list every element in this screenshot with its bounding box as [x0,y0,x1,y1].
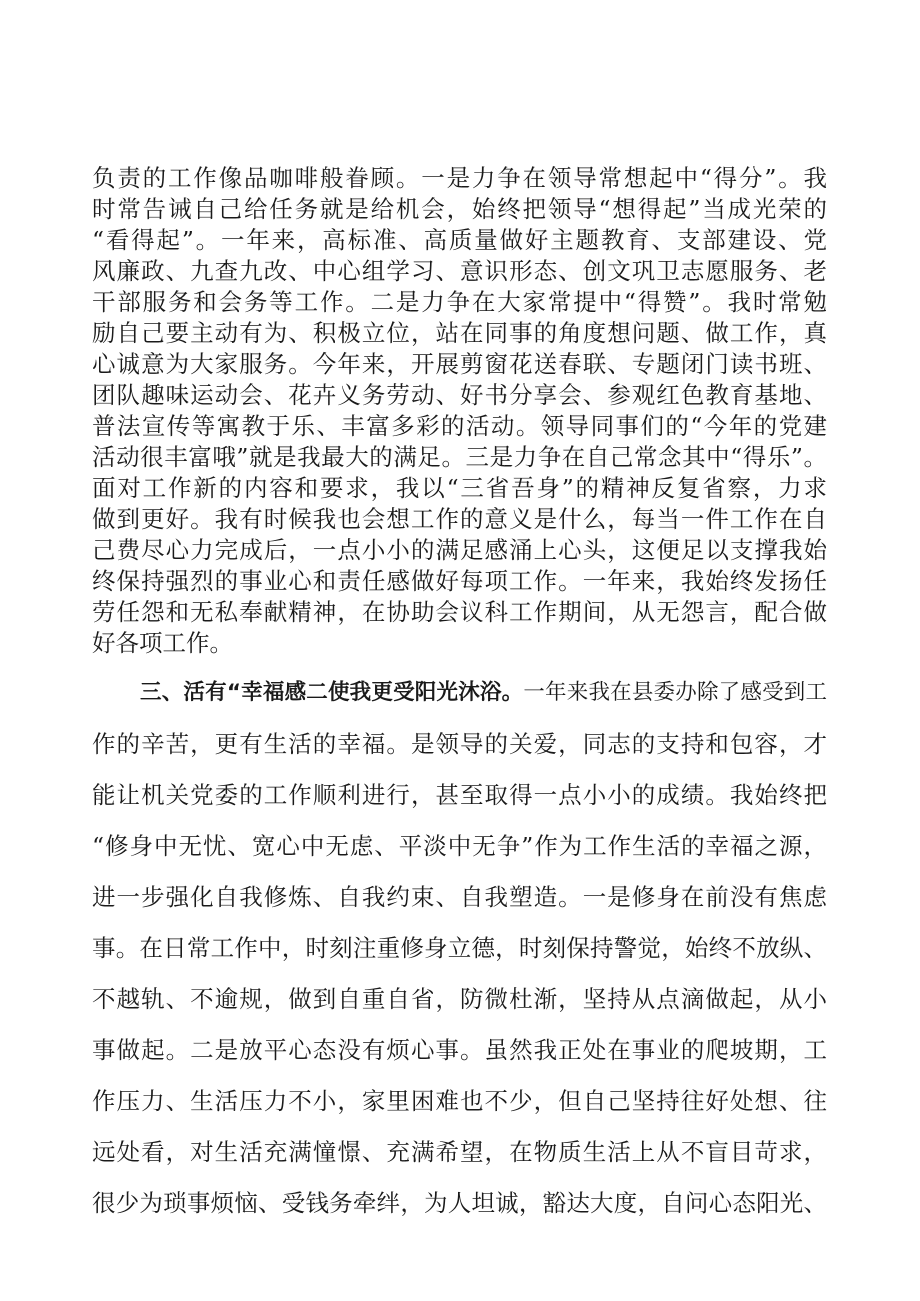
text-line: “看得起”。一年来，高标准、高质量做好主题教育、支部建设、党 [92,226,827,254]
text-line: 己费尽心力完成后，一点小小的满足感涌上心头，这便足以支撑我始 [92,536,827,564]
text-line: 远处看，对生活充满憧憬、充满希望，在物质生活上从不盲目苛求， [92,1138,827,1166]
section-heading-line [140,678,827,708]
text-line: 进一步强化自我修炼、自我约束、自我塑造。一是修身在前没有焦虑 [92,883,827,911]
text-line: 作的辛苦，更有生活的幸福。是领导的关爱，同志的支持和包容，才 [92,730,827,758]
text-line: 做到更好。我有时候我也会想工作的意义是什么，每当一件工作在自 [92,505,827,533]
heading-line-text: 一年来我在县委办除了感受到工 [523,680,827,705]
text-line: 普法宣传等寓教于乐、丰富多彩的活动。领导同事们的“今年的党建 [92,412,827,440]
text-line: 很少为琐事烦恼、受钱务牵绊，为人坦诚，豁达大度，自问心态阳光、 [92,1189,827,1217]
text-line: 时常告诫自己给任务就是给机会，始终把领导“想得起”当成光荣的 [92,195,827,223]
text-line: 心诚意为大家服务。今年来，开展剪窗花送春联、专题闭门读书班、 [92,350,827,378]
text-line: 励自己要主动有为、积极立位，站在同事的角度想问题、做工作，真 [92,319,827,347]
text-line: 事做起。二是放平心态没有烦心事。虽然我正处在事业的爬坡期，工 [92,1036,827,1064]
text-line: 负责的工作像品咖啡般眷顾。一是力争在领导常想起中“得分”。我 [92,164,827,192]
text-line: “修身中无忧、宽心中无虑、平淡中无争”作为工作生活的幸福之源， [92,832,827,860]
text-line: 能让机关党委的工作顺利进行，甚至取得一点小小的成绩。我始终把 [92,781,827,809]
text-line: 终保持强烈的事业心和责任感做好每项工作。一年来，我始终发扬任 [92,567,827,595]
text-line: 团队趣味运动会、花卉义务劳动、好书分享会、参观红色教育基地、 [92,381,827,409]
text-line: 不越轨、不逾规，做到自重自省，防微杜渐，坚持从点滴做起，从小 [92,985,827,1013]
text-line: 好各项工作。 [92,629,233,657]
section-heading: 三、活有“幸福感二使我更受阳光沐浴。 [140,680,524,705]
text-line: 作压力、生活压力不小，家里困难也不少，但自己坚持往好处想、往 [92,1087,827,1115]
text-line: 活动很丰富哦”就是我最大的满足。三是力争在自己常念其中“得乐”。 [92,443,827,471]
text-line: 干部服务和会务等工作。二是力争在大家常提中“得赞”。我时常勉 [92,288,827,316]
text-line: 事。在日常工作中，时刻注重修身立德，时刻保持警觉，始终不放纵、 [92,934,827,962]
text-line: 面对工作新的内容和要求，我以“三省吾身”的精神反复省察，力求 [92,474,827,502]
text-line: 劳任怨和无私奉献精神，在协助会议科工作期间，从无怨言，配合做 [92,598,827,626]
text-line: 风廉政、九查九改、中心组学习、意识形态、创文巩卫志愿服务、老 [92,257,827,285]
